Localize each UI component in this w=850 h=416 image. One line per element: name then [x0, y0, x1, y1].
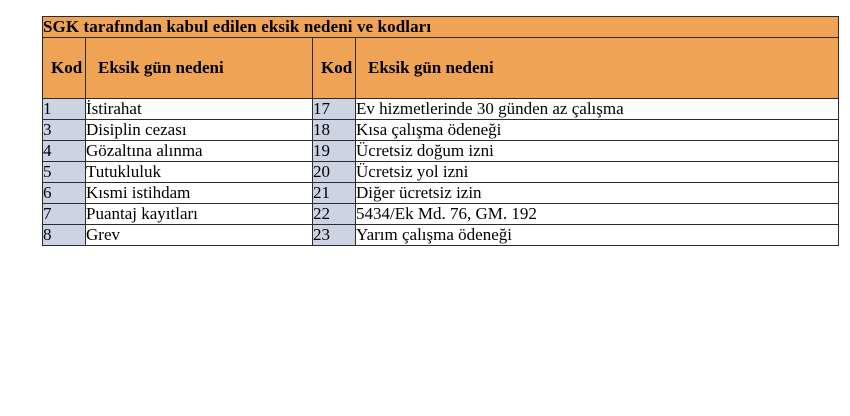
- cell-code-left: 8: [43, 225, 86, 246]
- cell-code-right: 23: [313, 225, 356, 246]
- header-code-left: Kod: [43, 38, 86, 99]
- table-row: [43, 99, 839, 120]
- header-reason-right: Eksik gün nedeni: [356, 38, 839, 99]
- cell-code-left: 5: [43, 162, 86, 183]
- table-title-row: [43, 17, 839, 38]
- table-row: [43, 225, 839, 246]
- table-row: [43, 141, 839, 162]
- table-header-row: [43, 38, 839, 99]
- table-row: [43, 120, 839, 141]
- cell-reason-right: Ev hizmetlerinde 30 günden az çalışma: [356, 99, 839, 120]
- cell-reason-right: Ücretsiz yol izni: [356, 162, 839, 183]
- cell-code-left: 4: [43, 141, 86, 162]
- cell-code-right: 22: [313, 204, 356, 225]
- cell-reason-right: Kısa çalışma ödeneği: [356, 120, 839, 141]
- cell-reason-left: Puantaj kayıtları: [86, 204, 313, 225]
- table-row: [43, 204, 839, 225]
- table-title: SGK tarafından kabul edilen eksik nedeni ve kodları: [43, 17, 839, 38]
- cell-code-left: 3: [43, 120, 86, 141]
- cell-reason-left: Disiplin cezası: [86, 120, 313, 141]
- cell-reason-right: Yarım çalışma ödeneği: [356, 225, 839, 246]
- cell-reason-left: Kısmi istihdam: [86, 183, 313, 204]
- cell-code-right: 21: [313, 183, 356, 204]
- cell-code-right: 20: [313, 162, 356, 183]
- cell-reason-left: Grev: [86, 225, 313, 246]
- cell-reason-right: Diğer ücretsiz izin: [356, 183, 839, 204]
- cell-reason-right: 5434/Ek Md. 76, GM. 192: [356, 204, 839, 225]
- cell-code-left: 1: [43, 99, 86, 120]
- table-row: [43, 162, 839, 183]
- cell-reason-left: Tutukluluk: [86, 162, 313, 183]
- cell-reason-left: Gözaltına alınma: [86, 141, 313, 162]
- cell-reason-left: İstirahat: [86, 99, 313, 120]
- cell-code-right: 17: [313, 99, 356, 120]
- header-code-right: Kod: [313, 38, 356, 99]
- cell-code-right: 18: [313, 120, 356, 141]
- sgk-missing-day-codes-table: [42, 16, 839, 246]
- sgk-table-container: [42, 16, 838, 246]
- header-reason-left: Eksik gün nedeni: [86, 38, 313, 99]
- table-row: [43, 183, 839, 204]
- cell-code-right: 19: [313, 141, 356, 162]
- cell-reason-right: Ücretsiz doğum izni: [356, 141, 839, 162]
- cell-code-left: 6: [43, 183, 86, 204]
- cell-code-left: 7: [43, 204, 86, 225]
